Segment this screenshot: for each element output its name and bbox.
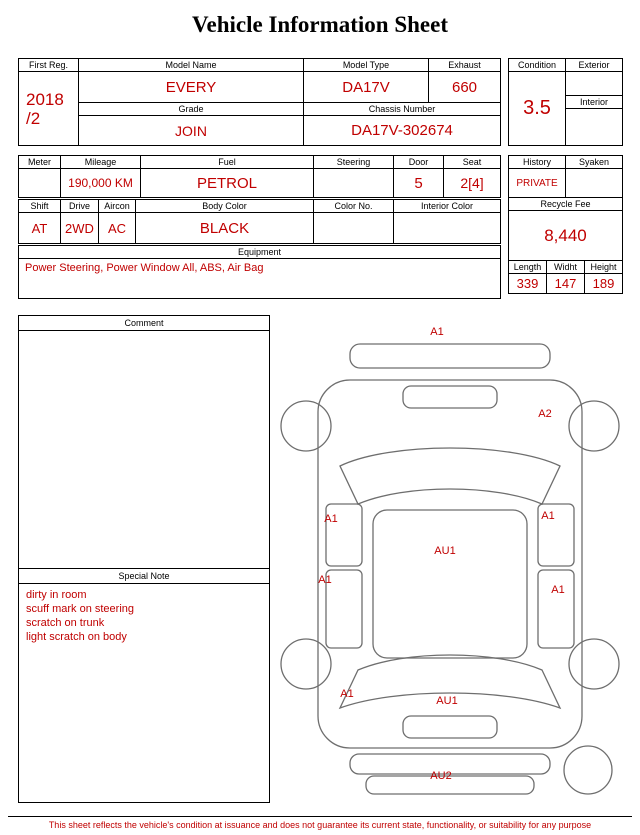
history-dimensions-table [508,155,623,294]
length-label: Length [509,261,547,274]
condition-table [508,58,623,146]
mileage-label: Mileage [61,156,141,169]
chassis-number-label: Chassis Number [304,103,501,116]
special-note-box [18,568,270,803]
color-no-label: Color No. [314,200,394,213]
car-diagram-marks [270,318,630,805]
drive-value: 2WD [61,213,99,244]
damage-mark-au1: AU1 [434,545,456,557]
steering-label: Steering [314,156,394,169]
chassis-number-value: DA17V-302674 [304,116,501,146]
height-label: Height [585,261,623,274]
exterior-value [566,72,623,96]
body-color-label: Body Color [136,200,314,213]
special-note-lines [19,584,269,648]
special-note-line: scratch on trunk [26,617,105,629]
mileage-value: 190,000 KM [61,169,141,198]
model-name-label: Model Name [79,59,304,72]
condition-label: Condition [509,59,566,72]
equipment-table [18,245,501,299]
drive-label: Drive [61,200,99,213]
spec-table-2 [18,199,501,244]
body-color-value: BLACK [136,213,314,244]
first-reg-month: /2 [26,108,41,128]
special-note-line: dirty in room [26,589,87,601]
exterior-label: Exterior [566,59,623,72]
height-value: 189 [585,274,623,294]
condition-value: 3.5 [509,72,566,146]
meter-value [19,169,61,198]
model-type-label: Model Type [304,59,429,72]
recycle-fee-value: 8,440 [509,211,623,261]
spec-table-1 [18,155,501,198]
aircon-label: Aircon [99,200,136,213]
damage-mark-a1: A1 [324,513,338,525]
door-value: 5 [394,169,444,198]
damage-mark-a1: A1 [340,688,354,700]
syaken-value [566,169,623,198]
grade-label: Grade [79,103,304,116]
first-reg-value [19,72,79,146]
grade-value: JOIN [79,116,304,146]
first-reg-year: 2018 [26,89,64,109]
special-note-line: light scratch on body [26,631,127,643]
comment-value [19,331,269,339]
comment-box [18,315,270,570]
damage-mark-au2: AU2 [430,770,452,782]
history-label: History [509,156,566,169]
damage-mark-a1: A1 [430,326,444,338]
interior-color-label: Interior Color [394,200,501,213]
comment-label: Comment [19,316,269,331]
seat-label: Seat [444,156,501,169]
width-label: Widht [547,261,585,274]
first-reg-label: First Reg. [19,59,79,72]
width-value: 147 [547,274,585,294]
special-note-line: scuff mark on steering [26,603,135,615]
damage-mark-a1: A1 [551,584,565,596]
fuel-value: PETROL [141,169,314,198]
interior-value [566,109,623,146]
shift-value: AT [19,213,61,244]
damage-mark-au1: AU1 [436,695,458,707]
seat-value: 2[4] [444,169,501,198]
recycle-fee-label: Recycle Fee [509,198,623,211]
page-title: Vehicle Information Sheet [192,12,448,37]
length-value: 339 [509,274,547,294]
meter-label: Meter [19,156,61,169]
exhaust-value: 660 [429,72,501,103]
exhaust-label: Exhaust [429,59,501,72]
footer-disclaimer: This sheet reflects the vehicle's condition at issuance and does not guarantee its current state, functionality, or suitability for any purpose [8,816,632,830]
color-no-value [314,213,394,244]
car-diagram [270,318,630,805]
special-note-label: Special Note [19,569,269,584]
equipment-label: Equipment [19,246,501,259]
damage-mark-a1: A1 [541,510,555,522]
steering-value [314,169,394,198]
door-label: Door [394,156,444,169]
interior-label: Interior [566,96,623,109]
model-type-value: DA17V [304,72,429,103]
shift-label: Shift [19,200,61,213]
model-name-value: EVERY [79,72,304,103]
damage-mark-a1: A1 [318,574,332,586]
fuel-label: Fuel [141,156,314,169]
damage-mark-a2: A2 [538,408,552,420]
interior-color-value [394,213,501,244]
history-value: PRIVATE [509,169,566,198]
equipment-value: Power Steering, Power Window All, ABS, Air Bag [19,259,501,299]
aircon-value: AC [99,213,136,244]
header-table [18,58,501,146]
syaken-label: Syaken [566,156,623,169]
